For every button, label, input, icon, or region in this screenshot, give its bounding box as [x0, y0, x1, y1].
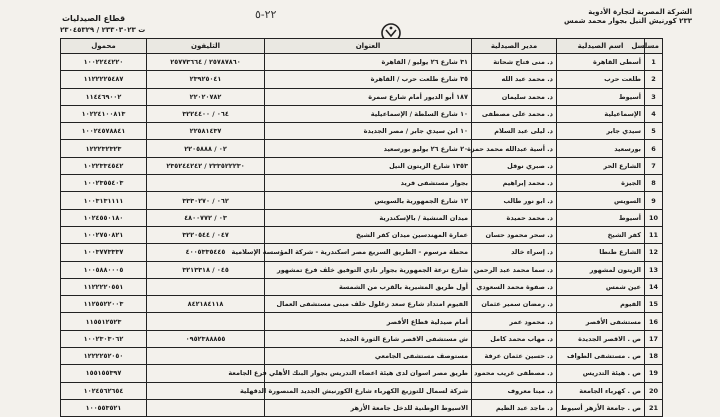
mobile-cell: ١٠٠٢٤٥٧٨٨٤١ [61, 123, 147, 140]
phone-cell: ٠٢ / ٢٢٠٥٨٨٨ [147, 140, 265, 157]
pharmacy-name-cell: سيدي جابر [557, 123, 645, 140]
table-row [61, 399, 663, 416]
table-row [61, 88, 663, 105]
phone-cell [147, 399, 265, 416]
mobile-cell: ١١٤٤٦٩٠٠٢ [61, 88, 147, 105]
pharmacy-name-cell: أسيوط [557, 88, 645, 105]
mobile-cell: ١٠٠٥٥٣٥٢١ [61, 399, 147, 416]
table-row [61, 278, 663, 295]
header-pharmacy-name: اسم الصيدلية [557, 39, 645, 54]
address-cell: الفيوم امتداد شارع سعد زغلول خلف مبنى مستشفى العمال [265, 296, 472, 313]
phone-cell: ٨٤٢١٨٤١١٨ [147, 296, 265, 313]
pharmacy-name-cell: ص . كهرباء الجامعة [557, 382, 645, 399]
serial-cell: 7 [645, 157, 663, 174]
address-cell: أمام صيدلية قطاع الأقصر [265, 313, 472, 330]
phone-cell: ٠٩٥٢٣٨٨٨٥٥ [147, 330, 265, 347]
address-cell: ميدان المنشية / بالإسكندرية [265, 209, 472, 226]
serial-cell: 13 [645, 261, 663, 278]
mobile-cell: ١٠٢٢٣٣٤٥٤٢ [61, 157, 147, 174]
organization-address: ٢٣٣ كورنيش النيل بجوار محمد شمس [564, 17, 692, 25]
address-cell: ١٨٧ أبو الديور أمام شارع سمرة [265, 88, 472, 105]
serial-cell: 18 [645, 348, 663, 365]
pharmacy-name-cell: الشارع الحر [557, 157, 645, 174]
header-mobile: محمول [61, 39, 147, 54]
serial-cell: 14 [645, 278, 663, 295]
manager-cell: د. محمود عمر [472, 313, 557, 330]
mobile-cell: ١٠٠٥٨٨٠٠٠٥ [61, 261, 147, 278]
phone-cell: ٤٠٠٥٣٣٥٤٤٥ [147, 244, 265, 261]
header-manager: مدير الصيدلية [472, 39, 557, 54]
serial-cell: 15 [645, 296, 663, 313]
table-row [61, 330, 663, 347]
table-row [61, 209, 663, 226]
table-row [61, 157, 663, 174]
pharmacies-table [60, 38, 663, 417]
pharmacies-table-wrapper [60, 38, 662, 417]
table-row [61, 140, 663, 157]
serial-cell: 17 [645, 330, 663, 347]
address-cell: محطة مرسوم - الطريق السريع مصر اسكندرية - شركة المؤسسة الإسلامية [265, 244, 472, 261]
pharmacy-name-cell: ص . مستشفى الطواف [557, 348, 645, 365]
pharmacy-name-cell: مستشفى الأقصر [557, 313, 645, 330]
mobile-cell: ١١٢٢٢٢٠٥٥١ [61, 278, 147, 295]
mobile-cell: ١٠٠٢٣٠٣٠٦٢ [61, 330, 147, 347]
phone-cell: ٠٦٢ / ٣٣٣٠٢٧٠ [147, 192, 265, 209]
phone-cell: ٠٣ / ٤٨٠٠٧٧٢ [147, 209, 265, 226]
address-cell: ١٣٥٣ شارع الزيتون النيل [265, 157, 472, 174]
pharmacy-name-cell: السويس [557, 192, 645, 209]
serial-cell: 9 [645, 192, 663, 209]
phone-cell: ٢٣٣٥٢٢٢٣٠ / ٢٣٥٢٤٤٢٤٢ [147, 157, 265, 174]
table-row [61, 192, 663, 209]
pharmacy-name-cell: الشارع طنطا [557, 244, 645, 261]
pharmacy-name-cell: بورسعيد [557, 140, 645, 157]
address-cell: ١٠ ابن سيدي جابر / مصر الجديدة [265, 123, 472, 140]
serial-cell: 6 [645, 140, 663, 157]
pharmacy-name-cell: الزيتون لمشهور [557, 261, 645, 278]
mobile-cell: ١٢٢٢٢٥٢٠٥٠ [61, 348, 147, 365]
manager-cell: د. إسراء خالد [472, 244, 557, 261]
table-row [61, 105, 663, 122]
serial-cell: 1 [645, 54, 663, 71]
address-cell: طريق مصر اسوان لدى هيئة اعضاء التدريس بجوار البنك الأهلي فرع الجامعة [265, 365, 472, 382]
pharmacies-sector-label: قطاع الصيدليات [62, 14, 126, 23]
mobile-cell: ١١٢٥٥٢٢٠٠٣ [61, 296, 147, 313]
serial-cell: 12 [645, 244, 663, 261]
mobile-cell: ١٠٢٤٥٥٠١٨٠ [61, 209, 147, 226]
phone-cell: ٢٥٧٨٧٨٦٠ / ٢٥٧٧٣٦٦٤ [147, 54, 265, 71]
phone-cell: ٢٢٠٢٠٧٨٢ [147, 88, 265, 105]
manager-cell: د. مينا معروف [472, 382, 557, 399]
address-cell: ٣١ شارع ٢٦ يوليو / القاهرة [265, 54, 472, 71]
serial-cell: 10 [645, 209, 663, 226]
header-phone: التليفون [147, 39, 265, 54]
serial-cell: 8 [645, 175, 663, 192]
address-cell: الاسيوط الوطنية للدخل جامعة الأزهر [265, 399, 472, 416]
table-row [61, 382, 663, 399]
organization-name: الشركة المصرية لتجارة الأدوية [588, 8, 692, 16]
address-cell: ١٢ شارع الجمهورية بالسويس [265, 192, 472, 209]
address-cell: شارع ترعة الجمهورية بجوار نادي التوفيق خلف فرع تمشهور [265, 261, 472, 278]
serial-cell: 3 [645, 88, 663, 105]
manager-cell: د. سحر محمود حسان [472, 226, 557, 243]
phone-cell: ٠٦٤ / ٣٢٢٤٤٠٠ [147, 105, 265, 122]
manager-cell: د. أسية عبدالله محمد حمزة [472, 140, 557, 157]
organization-header [492, 8, 692, 26]
pharmacy-name-cell: ص . هيئة التدريس [557, 365, 645, 382]
pharmacy-name-cell: الإسماعيلية [557, 105, 645, 122]
manager-cell: د. محمد حميدة [472, 209, 557, 226]
manager-cell: د. سما محمد عبد الرحمن [472, 261, 557, 278]
pharmacy-name-cell: طلعت حرب [557, 71, 645, 88]
mobile-cell: ١٠٠٣٧٧٣٣٣٧ [61, 244, 147, 261]
phone-cell [147, 313, 265, 330]
table-row [61, 313, 663, 330]
manager-cell: د. مصطفى غريب محمود [472, 365, 557, 382]
table-row [61, 71, 663, 88]
pharmacy-name-cell: كفر الشيخ [557, 226, 645, 243]
manager-cell: د. محمد سليمان [472, 88, 557, 105]
manager-cell: د. ليلى عبد السلام [472, 123, 557, 140]
manager-cell: د. حسين عثمان عرفة [472, 348, 557, 365]
manager-cell: د. صبري نوفل [472, 157, 557, 174]
serial-cell: 20 [645, 382, 663, 399]
pharmacy-name-cell: ص . جامعة الأزهر أسيوط [557, 399, 645, 416]
table-body [61, 54, 663, 417]
pharmacy-name-cell: عين شمس [557, 278, 645, 295]
mobile-cell: ١٠٠٢٢٤٤٢٢٠ [61, 54, 147, 71]
pharmacy-name-cell: ص . الاقصر الجديدة [557, 330, 645, 347]
pharmacy-name-cell: الجيزة [557, 175, 645, 192]
phone-cell: ٠٤٧ / ٣٢٢٠٥٤٤ [147, 226, 265, 243]
mobile-cell: ١١٢٢٢٢٥٤٨٧ [61, 71, 147, 88]
phone-cell [147, 348, 265, 365]
mobile-cell: ١٠٠٢٣٥٥٤٠٣ [61, 175, 147, 192]
phone-cell: ٠٤٥ / ٣٢١٣٣١٨ [147, 261, 265, 278]
table-row [61, 296, 663, 313]
manager-cell: د. صفوة محمد السعودي [472, 278, 557, 295]
manager-cell: د. رمضان سمير عثمان [472, 296, 557, 313]
manager-cell: د. ماجد عبد الظيم [472, 399, 557, 416]
serial-cell: 2 [645, 71, 663, 88]
mobile-cell: ١٠٠٣١٣١١١١ [61, 192, 147, 209]
mobile-cell: ١٠٠٢٧٥٠٨٢١ [61, 226, 147, 243]
header-address: العنوان [265, 39, 472, 54]
pharmacy-name-cell: أسيوط [557, 209, 645, 226]
manager-cell: د. محمد على مصطفى [472, 105, 557, 122]
table-row [61, 348, 663, 365]
phone-cell: ٢٢٥٨١٤٣٧ [147, 123, 265, 140]
table-row [61, 123, 663, 140]
manager-cell: د. محمد عبد الله [472, 71, 557, 88]
phone-cell: ٢٣٩٢٥٠٤١ [147, 71, 265, 88]
header-serial: مسلسل [645, 39, 663, 54]
table-row [61, 365, 663, 382]
serial-cell: 4 [645, 105, 663, 122]
manager-cell: د. منى فتاح شحاتة [472, 54, 557, 71]
header-phone: ت ٢٣٣٠٣٠٢٣ / ٢٣٠٤٥٣٢٩ [60, 26, 146, 34]
address-cell: مستوصف مستشفى الجامعي [265, 348, 472, 365]
pharmacy-name-cell: أسطى القاهرة [557, 54, 645, 71]
handwritten-note: ٢٢-٥ [255, 8, 277, 21]
manager-cell: د. مهاب محمد كامل [472, 330, 557, 347]
table-row [61, 175, 663, 192]
serial-cell: 16 [645, 313, 663, 330]
manager-cell: د. ابو نور طالب [472, 192, 557, 209]
serial-cell: 11 [645, 226, 663, 243]
address-cell: ٣٥ شارع طلعت حرب / القاهرة [265, 71, 472, 88]
mobile-cell: ١١٥٥١٢٥٢٣ [61, 313, 147, 330]
address-cell: ش مستشفى الاقصر شارع الثورة الجديد [265, 330, 472, 347]
table-row [61, 244, 663, 261]
pharmacy-name-cell: الفيوم [557, 296, 645, 313]
table-header-row [61, 39, 663, 54]
table-row [61, 226, 663, 243]
phone-cell [147, 278, 265, 295]
mobile-cell: ١٠٢٢٤١٠٠٨١٣ [61, 105, 147, 122]
address-cell: ٢٠ شارع ٢٦ يوليو بورسعيد [265, 140, 472, 157]
address-cell: بجوار مستشفى فريد [265, 175, 472, 192]
phone-cell [147, 175, 265, 192]
mobile-cell: ١٠٢٤٥٦٢٦٥٤ [61, 382, 147, 399]
address-cell: شركة لسمال للتوزيع الكهرباء شارع الكورنيش الجديد المنصورة الدقهلية [265, 382, 472, 399]
serial-cell: 19 [645, 365, 663, 382]
mobile-cell: ١٥٥١٥٥٣٩٧ [61, 365, 147, 382]
address-cell: أول طريق المشيرية بالقرب من الشمسة [265, 278, 472, 295]
manager-cell: د. محمد إبراهيم [472, 175, 557, 192]
address-cell: عمارة المهندسين ميدان كفر الشيخ [265, 226, 472, 243]
table-row [61, 261, 663, 278]
table-row [61, 54, 663, 71]
serial-cell: 5 [645, 123, 663, 140]
serial-cell: 21 [645, 399, 663, 416]
address-cell: ١٠ شارع السلطة / الإسماعيلية [265, 105, 472, 122]
mobile-cell: ١٢٢٢٣٢٣٢٣ [61, 140, 147, 157]
